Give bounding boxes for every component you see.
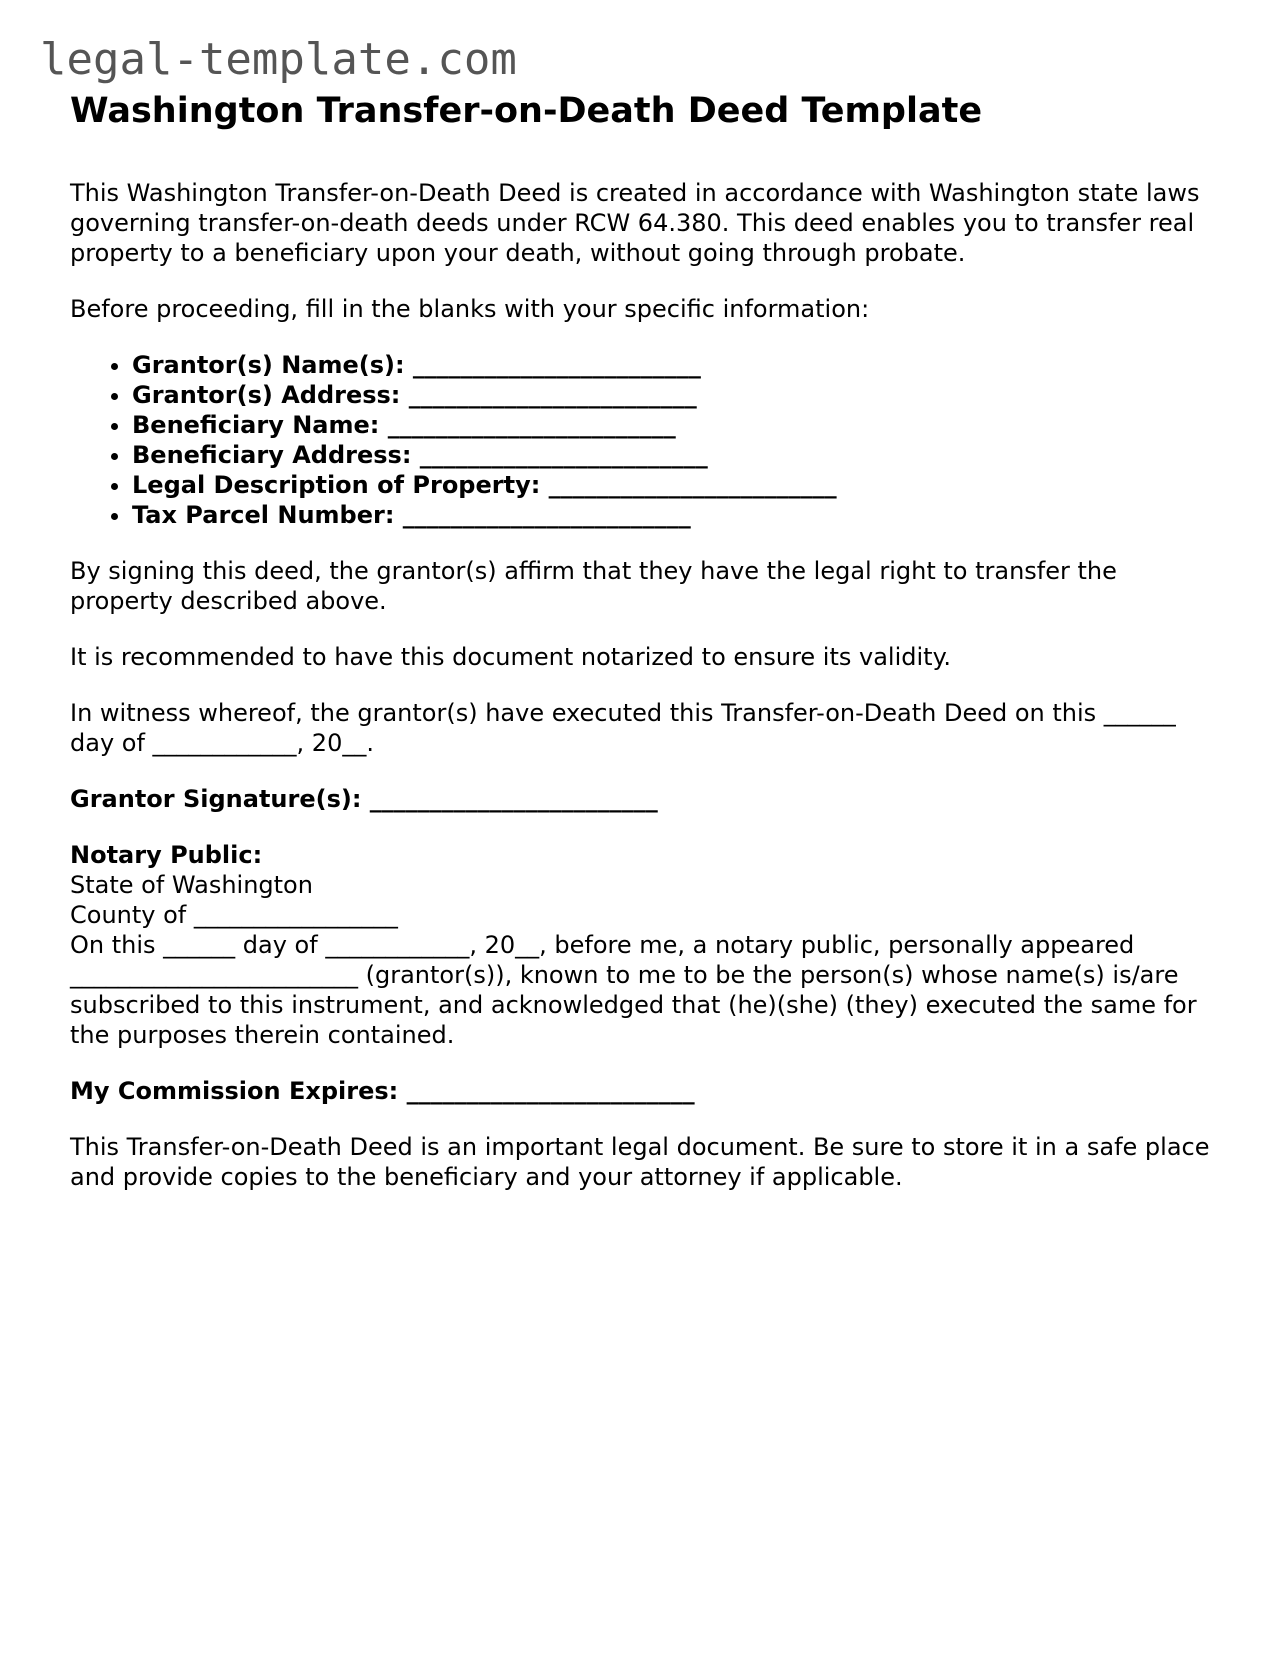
notary-state: State of Washington [70,871,313,899]
instruction-paragraph: Before proceeding, fill in the blanks with your specific information: [70,295,870,323]
field-grantor-names: • Grantor(s) Name(s): ________________________ [132,350,1210,380]
commission-expires-line: My Commission Expires: ________________________ [70,1077,695,1105]
field-grantor-address: • Grantor(s) Address: ________________________ [132,380,1210,410]
notary-block [70,840,1210,1050]
intro-paragraph: This Washington Transfer-on-Death Deed is created in accordance with Washington state laws governing transfer-on-death deeds under RCW 64.380. This deed enables you to transfer real property to a beneficiary upon your death, without going through probate. [70,179,1200,267]
grantor-signature-line: Grantor Signature(s): ________________________ [70,785,658,813]
closing-paragraph: This Transfer-on-Death Deed is an important legal document. Be sure to store it in a safe place and provide copies to the beneficiary and your attorney if applicable. [70,1133,1210,1191]
document-title: Washington Transfer-on-Death Deed Template [70,91,983,131]
watermark-logo: legal-template.com [40,34,517,85]
field-beneficiary-name: • Beneficiary Name: ________________________ [132,410,1210,440]
field-legal-description: • Legal Description of Property: ________________________ [132,470,1210,500]
notary-heading: Notary Public: [70,841,263,869]
field-beneficiary-address: • Beneficiary Address: ________________________ [132,440,1210,470]
notary-county: County of _________________ [70,901,398,929]
document-body [70,88,1210,1218]
witness-paragraph: In witness whereof, the grantor(s) have executed this Transfer-on-Death Deed on this ______ day of ____________, 20__. [70,699,1176,757]
fields-list [70,350,1210,530]
recommendation-paragraph: It is recommended to have this document notarized to ensure its validity. [70,643,951,671]
field-tax-parcel-number: • Tax Parcel Number: ________________________ [132,500,1210,530]
notary-statement: On this ______ day of ____________, 20__, before me, a notary public, personally appeared ________________________ (grantor(s)), known to me to be the person(s) whose name(s) is/are subscribed to this instrument, and acknowledged that (he)(she) (they) executed the same for the purposes therein contained. [70,931,1197,1049]
affirmation-paragraph: By signing this deed, the grantor(s) affirm that they have the legal right to transfer the property described above. [70,557,1117,615]
